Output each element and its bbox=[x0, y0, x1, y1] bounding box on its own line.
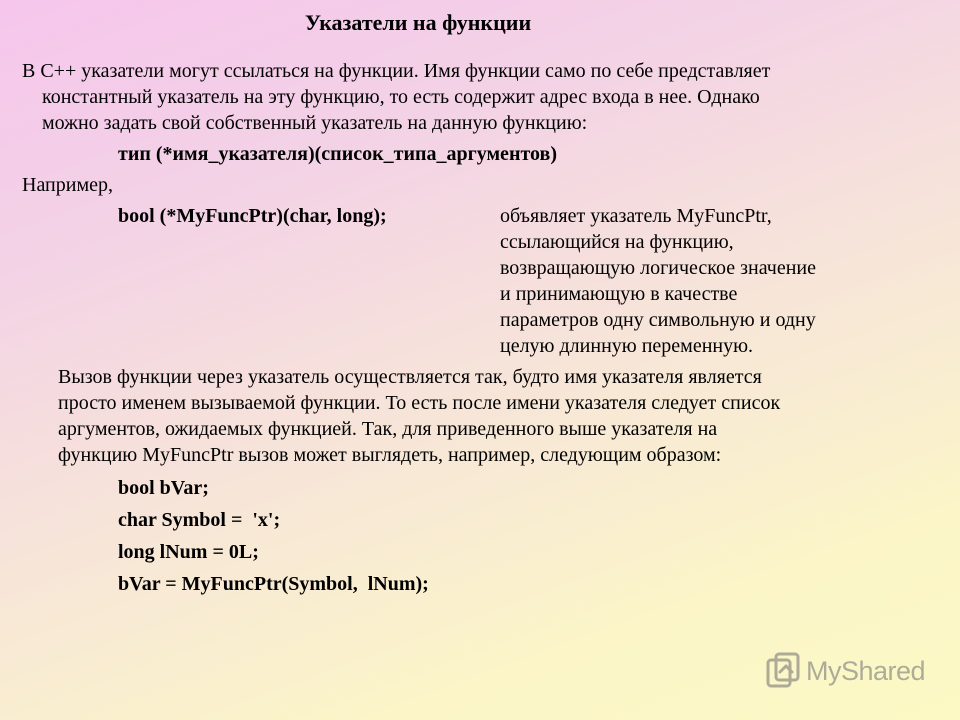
myshared-watermark bbox=[766, 652, 925, 690]
call-line-2: просто именем вызываемой функции. То есть после имени указателя следует список bbox=[58, 392, 781, 414]
declaration-description-line: объявляет указатель MyFuncPtr, bbox=[500, 205, 772, 227]
intro-line-1: В С++ указатели могут ссылаться на функции. Имя функции само по себе представляет bbox=[22, 60, 771, 82]
slide-title: Указатели на функции bbox=[304, 10, 532, 35]
call-paragraph bbox=[58, 364, 938, 468]
intro-line-3: можно задать свой собственный указатель на данную функцию: bbox=[42, 112, 588, 134]
code-example bbox=[118, 475, 429, 603]
intro-line-2: константный указатель на эту функцию, то есть содержит адрес входа в нее. Однако bbox=[42, 86, 760, 108]
code-line: char Symbol = 'x'; bbox=[118, 509, 281, 531]
declaration-description bbox=[500, 203, 920, 359]
declaration-code: bool (*MyFuncPtr)(char, long); bbox=[118, 205, 387, 227]
pointer-syntax: тип (*имя_указателя)(список_типа_аргументов) bbox=[118, 143, 557, 165]
code-line: long lNum = 0L; bbox=[118, 541, 259, 563]
example-label: Например, bbox=[22, 174, 113, 196]
declaration-description-line: целую длинную переменную. bbox=[500, 335, 754, 357]
watermark-text: MyShared bbox=[806, 655, 926, 686]
declaration-description-line: ссылающийся на функцию, bbox=[500, 231, 734, 253]
call-line-4: функцию MyFuncPtr вызов может выглядеть, например, следующим образом: bbox=[58, 444, 722, 466]
intro-paragraph bbox=[22, 58, 942, 136]
call-line-3: аргументов, ожидаемых функцией. Так, для приведенного выше указателя на bbox=[58, 418, 718, 440]
code-line: bool bVar; bbox=[118, 477, 209, 499]
declaration-description-line: параметров одну символьную и одну bbox=[500, 309, 816, 331]
declaration-description-line: и принимающую в качестве bbox=[500, 283, 738, 305]
myshared-logo-icon bbox=[766, 652, 800, 690]
code-line: bVar = MyFuncPtr(Symbol, lNum); bbox=[118, 573, 429, 595]
call-line-1: Вызов функции через указатель осуществляется так, будто имя указателя является bbox=[58, 366, 762, 388]
declaration-description-line: возвращающую логическое значение bbox=[500, 257, 817, 279]
